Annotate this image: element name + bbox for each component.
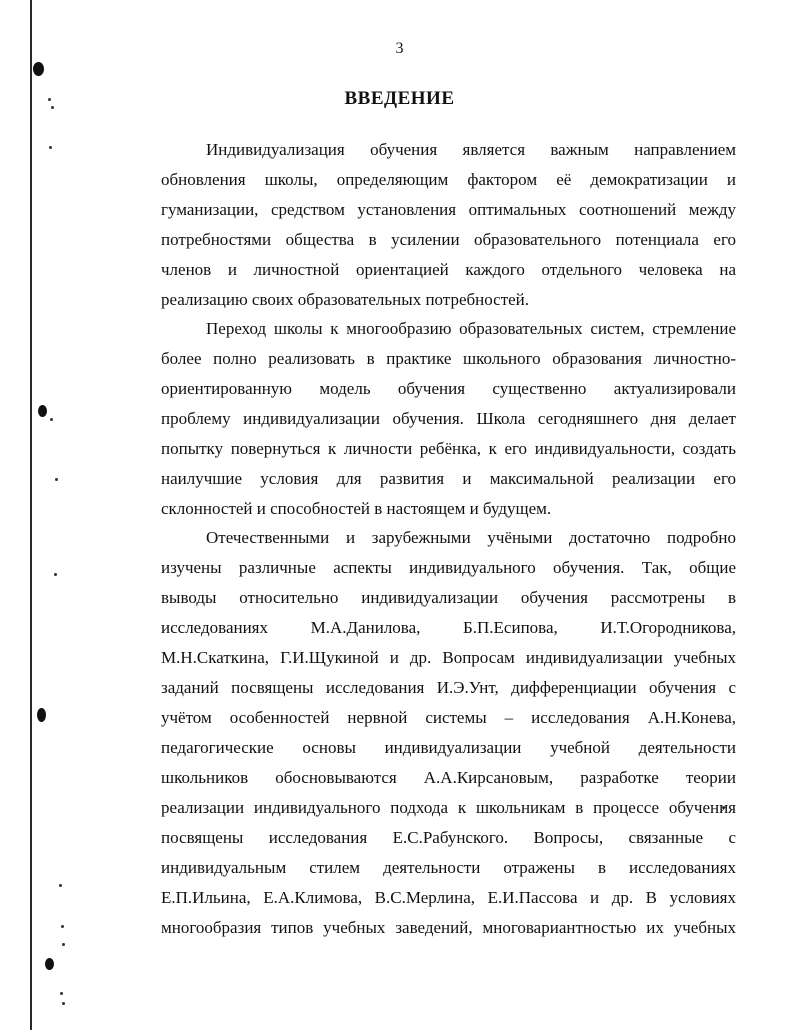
paragraph-line: М.Н.Скаткина, Г.И.Щукиной и др. Вопросам индивидуализации учебных [161, 648, 736, 667]
paragraph-line: более полно реализовать в практике школьного образования личностно- [161, 349, 736, 368]
paragraph-line: проблему индивидуализации обучения. Школа сегодняшнего дня делает [161, 409, 736, 428]
paragraph-line: педагогические основы индивидуализации учебной деятельности [161, 738, 736, 757]
page-number: 3 [395, 40, 404, 57]
paragraph-line: наилучшие условия для развития и максимальной реализации его [161, 469, 736, 488]
paragraph-line: индивидуальным стилем деятельности отражены в исследованиях [161, 858, 736, 877]
paragraph-line: склонностей и способностей в настоящем и будущем. [161, 499, 552, 518]
paragraph-line: Е.П.Ильина, Е.А.Климова, В.С.Мерлина, Е.И.Пассова и др. В условиях [161, 888, 736, 907]
paragraph-line: попытку повернуться к личности ребёнка, к его индивидуальности, создать [161, 439, 736, 458]
paragraph-1 [161, 135, 736, 315]
paragraph-line: обновления школы, определяющим фактором её демократизации и [161, 170, 736, 189]
scan-speck [50, 418, 53, 421]
scan-speck [59, 884, 62, 887]
paragraph-line: реализации индивидуального подхода к школьникам в процессе обучения [161, 798, 736, 817]
paragraph-3 [161, 523, 736, 943]
scan-speck [60, 992, 63, 995]
paragraph-line: многообразия типов учебных заведений, многовариантностью их учебных [161, 918, 736, 937]
binding-margin-line [30, 0, 32, 1030]
paragraph-line: гуманизации, средством установления оптимальных соотношений между [161, 200, 736, 219]
scan-speck [49, 146, 52, 149]
paragraph-line: выводы относительно индивидуализации обучения рассмотрены в [161, 588, 736, 607]
paragraph-2 [161, 314, 736, 524]
paragraph-line: школьников обосновываются А.А.Кирсановым, разработке теории [161, 768, 736, 787]
paragraph-line: Отечественными и зарубежными учёными достаточно подробно [206, 528, 736, 547]
binding-hole-mark [45, 958, 54, 970]
page-title: ВВЕДЕНИЕ [344, 88, 455, 109]
binding-hole-mark [37, 708, 46, 722]
paragraph-line: учётом особенностей нервной системы – исследования А.Н.Конева, [161, 708, 736, 727]
binding-hole-mark [38, 405, 47, 417]
paragraph-line: исследованиях М.А.Данилова, Б.П.Есипова, И.Т.Огородникова, [161, 618, 736, 637]
paragraph-line: Индивидуализация обучения является важным направлением [206, 140, 736, 159]
paragraph-line: реализацию своих образовательных потребностей. [161, 290, 530, 309]
scan-speck [62, 1002, 65, 1005]
paragraph-line: ориентированную модель обучения существенно актуализировали [161, 379, 736, 398]
paragraph-line: членов и личностной ориентацией каждого отдельного человека на [161, 260, 736, 279]
paragraph-line: заданий посвящены исследования И.Э.Унт, дифференциации обучения с [161, 678, 736, 697]
paragraph-line: посвящены исследования Е.С.Рабунского. Вопросы, связанные с [161, 828, 736, 847]
binding-hole-mark [33, 62, 44, 76]
paragraph-line: изучены различные аспекты индивидуального обучения. Так, общие [161, 558, 736, 577]
paragraph-line: Переход школы к многообразию образовательных систем, стремление [206, 319, 736, 338]
scan-speck [54, 573, 57, 576]
scan-speck [55, 478, 58, 481]
paragraph-line: потребностями общества в усилении образовательного потенциала его [161, 230, 736, 249]
scan-speck [62, 943, 65, 946]
scan-speck [61, 925, 64, 928]
